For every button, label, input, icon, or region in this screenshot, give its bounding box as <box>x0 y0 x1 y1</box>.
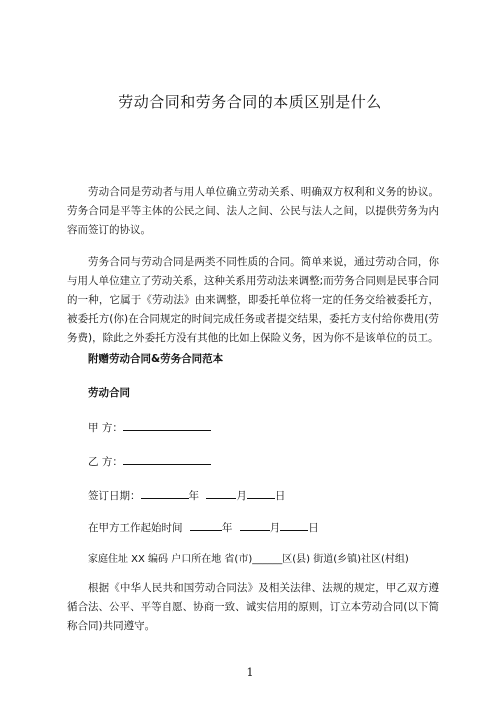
start-month-unit: 月 <box>269 522 281 534</box>
sign-month-unit: 月 <box>236 490 247 502</box>
document-title: 劳动合同和劳务合同的本质区别是什么 <box>118 93 382 111</box>
start-date-field <box>88 519 319 535</box>
start-date-label: 在甲方工作起始时间 <box>88 522 183 534</box>
sign-year-unit: 年 <box>188 490 199 502</box>
sign-year-blank <box>141 487 189 499</box>
sign-month-blank <box>206 487 236 499</box>
closing-paragraph: 根据《中华人民共和国劳动合同法》及相关法律、法规的规定，甲乙双方遵循合法、公平、平等自愿、协商一致、诚实信用的原则，订立本劳动合同(以下简称合同)共同遵守。 <box>67 582 439 632</box>
sign-day-unit: 日 <box>274 490 286 502</box>
start-year-blank <box>190 519 222 531</box>
sign-date-label: 签订日期： <box>88 490 141 502</box>
page-number: 1 <box>246 666 254 679</box>
party-b-blank <box>123 453 211 465</box>
paragraph-definition: 劳动合同是劳动者与用人单位确立劳动关系、明确双方权利和义务的协议。劳务合同是平等主体的公民之间、法人之间、公民与法人之间，以提供劳务为内容而签订的协议。 <box>67 186 439 236</box>
start-year-unit: 年 <box>221 522 233 534</box>
party-b-field <box>88 453 211 469</box>
party-a-label: 甲 方： <box>88 422 123 434</box>
party-a-blank <box>123 419 211 431</box>
sign-date-field <box>88 487 285 503</box>
attachment-heading: 附赠劳动合同&劳务合同范本 <box>88 353 224 365</box>
start-day-unit: 日 <box>308 522 319 534</box>
sign-day-blank <box>247 487 275 499</box>
start-month-blank <box>240 519 270 531</box>
address-line: 家庭住址 XX 编码 户口所在地 省(市)______区(县) 街道(乡镇)社区(村组) <box>88 554 409 565</box>
start-day-blank <box>280 519 308 531</box>
paragraph-difference: 劳务合同与劳动合同是两类不同性质的合同。简单来说，通过劳动合同，你与用人单位建立了劳动关系，这种关系用劳动法来调整;而劳务合同则是民事合同的一种，它属于《劳动法》由来调整，即委托单位将一定的任务交给被委托方，被委托方(你)在合同规定的时间完成任务或者提交结果，委托方支付给你费用(劳务费)，除此之外委托方没有其他的比如上保险义务，因为你不是该单位的员工。 <box>67 256 439 344</box>
contract-heading: 劳动合同 <box>88 387 130 399</box>
party-a-field <box>88 419 211 435</box>
party-b-label: 乙 方： <box>88 456 123 468</box>
